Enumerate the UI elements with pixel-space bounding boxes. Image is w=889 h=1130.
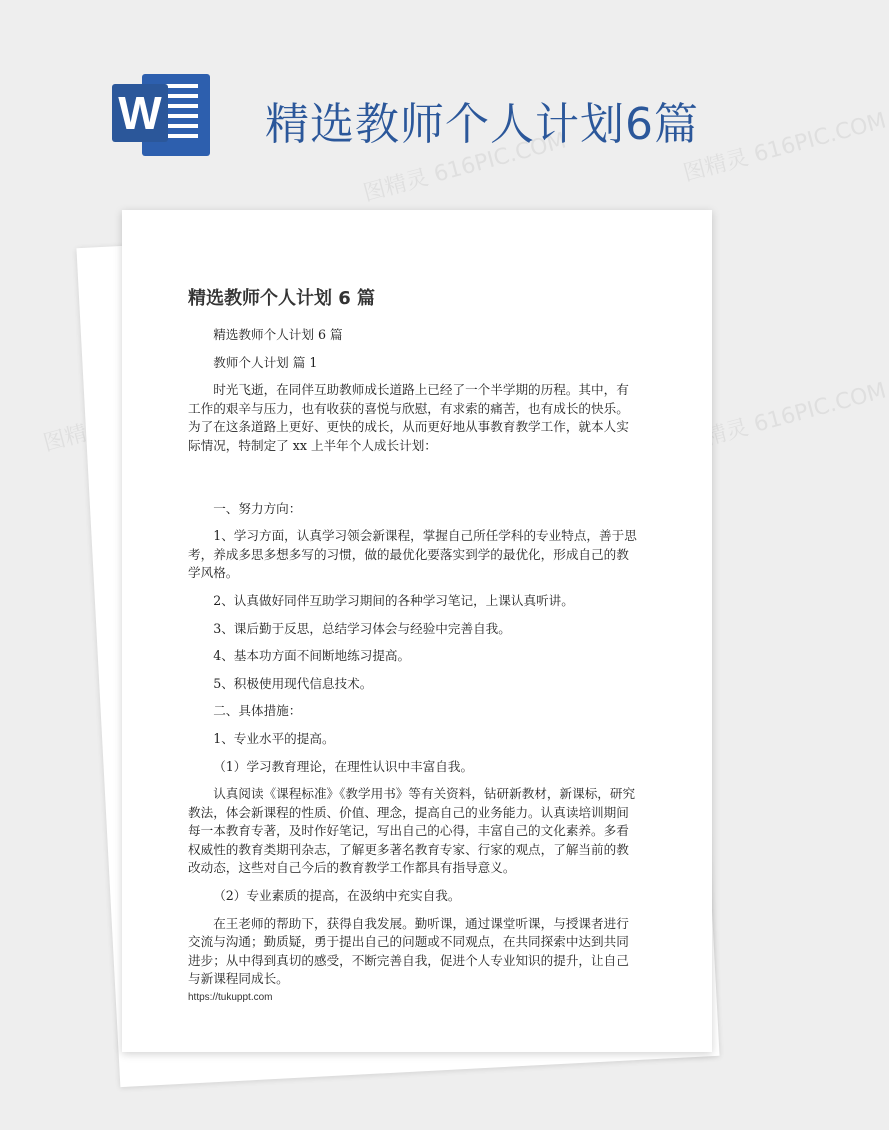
measure-paragraph: 在王老师的帮助下，获得自我发展。勤听课，通过课堂听课，与授课者进行交流与沟通；勤质疑，勇于提出自己的问题或不同观点，在共同探索中达到共同进步；从中得到真切的感受，不断完善自我，促进个人专业知识的提升，让自己与新课程同成长。 <box>188 915 629 987</box>
direction-heading: 一、努力方向： <box>213 500 302 516</box>
direction-item: 4、基本功方面不间断地练习提高。 <box>213 648 411 664</box>
direction-item: 2、认真做好同伴互助学习期间的各种学习笔记，上课认真听讲。 <box>213 592 574 608</box>
document-page <box>122 210 712 1052</box>
measure-paragraph: 认真阅读《课程标准》《教学用书》等有关资料，钻研新教材，新课标，研究教法，体会新课程的性质、价值、理念，提高自己的业务能力。认真读培训期间每一本教育专著，及时作好笔记，写出自己的心得，丰富自己的文化素养。多看权威性的教育类期刊杂志，了解更多著名教育专家、行家的观点，了解当前的教改动态，这些对自己今后的教育教学工作都具有指导意义。 <box>188 786 636 876</box>
watermark: 图精灵 616PIC.COM <box>680 378 889 457</box>
document-title: 精选教师个人计划 6 篇 <box>188 288 376 309</box>
watermark: 图精灵 616PIC.COM <box>680 108 889 187</box>
intro-paragraph: 时光飞逝，在同伴互助教师成长道路上已经了一个半学期的历程。其中，有工作的艰辛与压力，也有收获的喜悦与欣慰，有求索的痛苦，也有成长的快乐。为了在这条道路上更好、更快的成长，从而更好地从事教育教学工作，就本人实际情况，特制定了 xx 上半年个人成长计划： <box>188 382 629 453</box>
measure-item: 1、专业水平的提高。 <box>213 730 335 746</box>
header-title: 精选教师个人计划6篇 <box>265 99 699 150</box>
word-icon-letter: W <box>112 84 168 142</box>
document-body <box>188 326 638 989</box>
direction-item: 3、课后勤于反思，总结学习体会与经验中完善自我。 <box>213 620 511 636</box>
direction-item: 1、学习方面，认真学习领会新课程，掌握自己所任学科的专业特点，善于思考，养成多思多想多写的习惯，做的最优化要落实到学的最优化，形成自己的教学风格。 <box>188 528 637 581</box>
watermark: 图精灵 616PIC.COM <box>360 128 569 207</box>
measures-heading: 二、具体措施： <box>213 703 302 719</box>
footer-url[interactable]: https://tukuppt.com <box>188 992 273 1003</box>
document-subtitle: 精选教师个人计划 6 篇 <box>213 327 343 342</box>
direction-item: 5、积极使用现代信息技术。 <box>213 675 373 691</box>
section-heading: 教师个人计划 篇 1 <box>213 354 318 370</box>
watermark: 图精灵 <box>40 415 112 457</box>
word-icon <box>112 70 212 160</box>
measure-subitem: （1）学习教育理论，在理性认识中丰富自我。 <box>213 758 474 774</box>
measure-subitem: （2）专业素质的提高，在汲纳中充实自我。 <box>213 888 461 904</box>
